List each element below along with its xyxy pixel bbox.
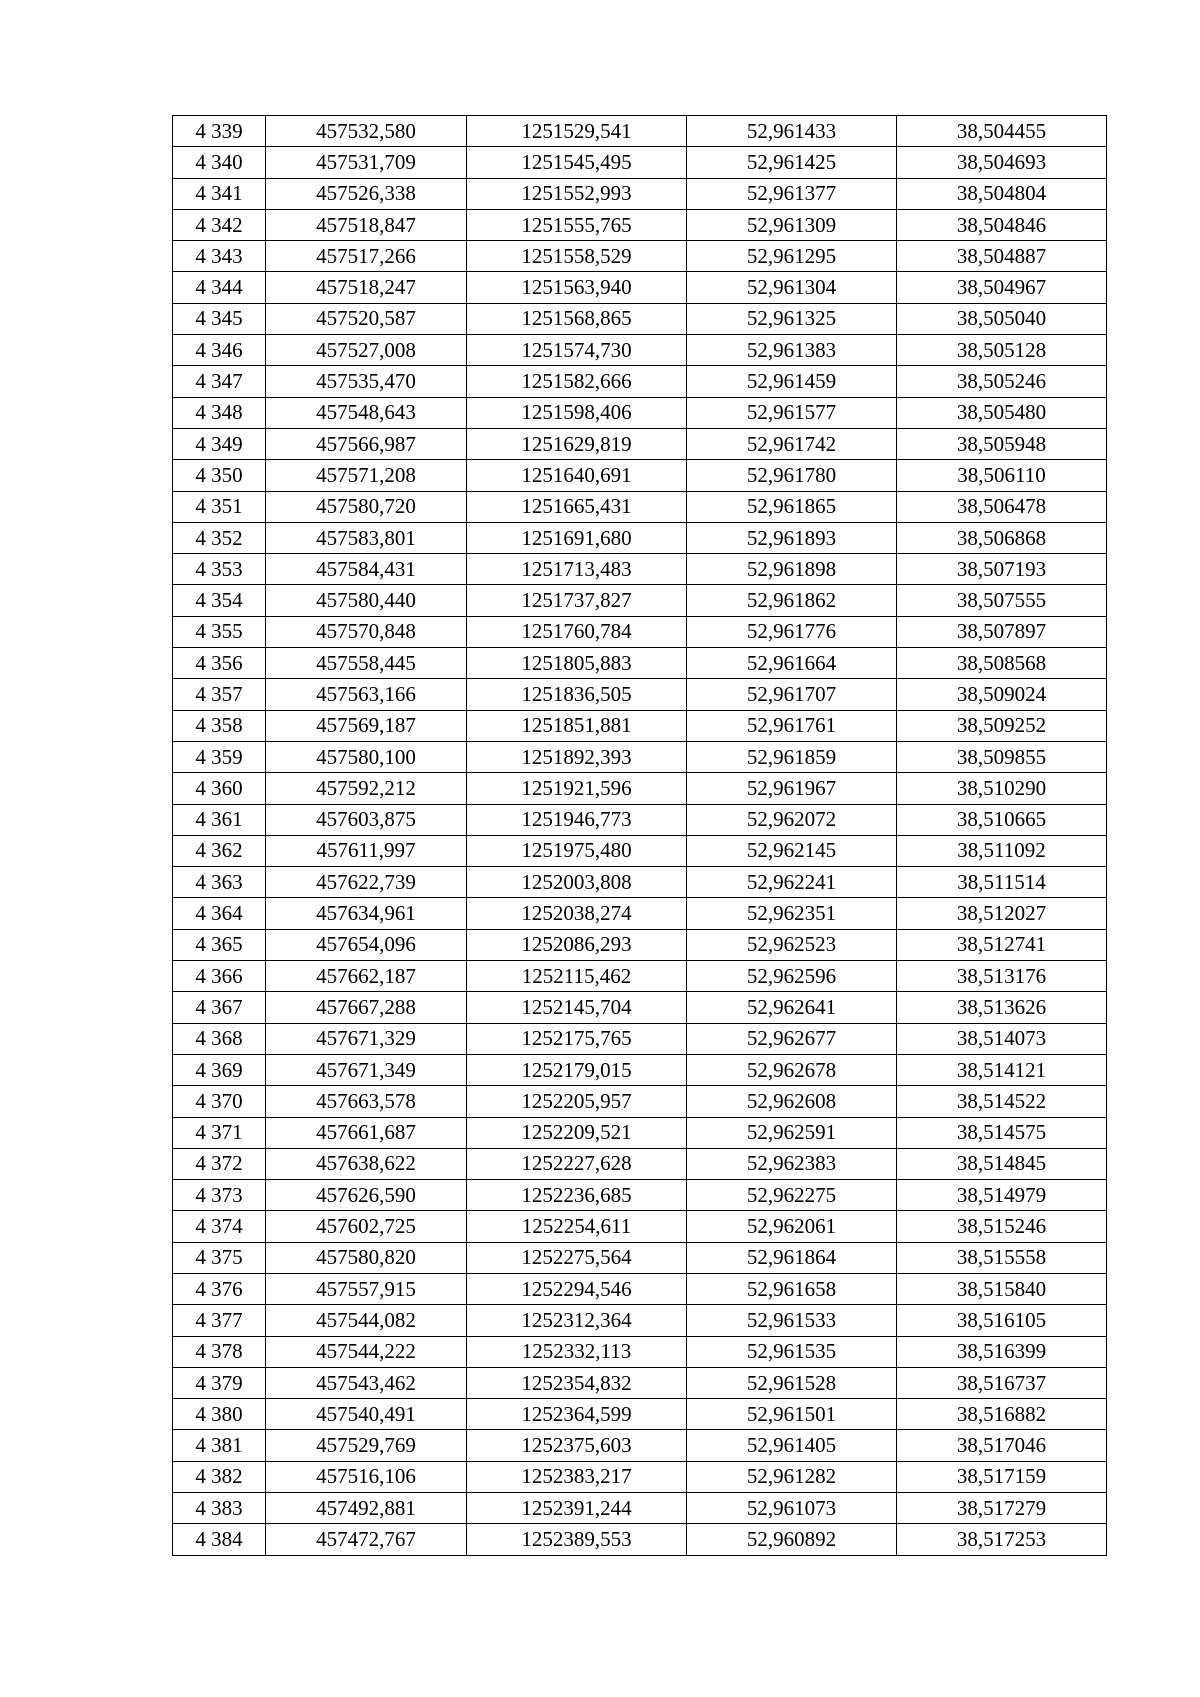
y-coordinate-cell: 1251552,993 bbox=[467, 178, 687, 209]
point-number-cell: 4 343 bbox=[173, 241, 266, 272]
y-coordinate-cell: 1251713,483 bbox=[467, 554, 687, 585]
latitude-cell: 52,961865 bbox=[687, 491, 897, 522]
y-coordinate-cell: 1251691,680 bbox=[467, 522, 687, 553]
y-coordinate-cell: 1251836,505 bbox=[467, 679, 687, 710]
latitude-cell: 52,961528 bbox=[687, 1367, 897, 1398]
x-coordinate-cell: 457622,739 bbox=[266, 867, 467, 898]
latitude-cell: 52,961535 bbox=[687, 1336, 897, 1367]
y-coordinate-cell: 1252205,957 bbox=[467, 1086, 687, 1117]
y-coordinate-cell: 1252389,553 bbox=[467, 1524, 687, 1555]
table-row bbox=[173, 1399, 1107, 1430]
latitude-cell: 52,962678 bbox=[687, 1054, 897, 1085]
point-number-cell: 4 351 bbox=[173, 491, 266, 522]
y-coordinate-cell: 1251760,784 bbox=[467, 616, 687, 647]
y-coordinate-cell: 1251946,773 bbox=[467, 804, 687, 835]
latitude-cell: 52,962596 bbox=[687, 961, 897, 992]
y-coordinate-cell: 1251851,881 bbox=[467, 710, 687, 741]
y-coordinate-cell: 1251574,730 bbox=[467, 335, 687, 366]
table-row bbox=[173, 961, 1107, 992]
table-row bbox=[173, 585, 1107, 616]
latitude-cell: 52,961304 bbox=[687, 272, 897, 303]
y-coordinate-cell: 1251640,691 bbox=[467, 460, 687, 491]
point-number-cell: 4 377 bbox=[173, 1305, 266, 1336]
latitude-cell: 52,961898 bbox=[687, 554, 897, 585]
longitude-cell: 38,509024 bbox=[897, 679, 1107, 710]
longitude-cell: 38,514979 bbox=[897, 1180, 1107, 1211]
point-number-cell: 4 383 bbox=[173, 1493, 266, 1524]
longitude-cell: 38,516399 bbox=[897, 1336, 1107, 1367]
x-coordinate-cell: 457472,767 bbox=[266, 1524, 467, 1555]
point-number-cell: 4 341 bbox=[173, 178, 266, 209]
table-row bbox=[173, 773, 1107, 804]
table-row bbox=[173, 147, 1107, 178]
table-row bbox=[173, 522, 1107, 553]
y-coordinate-cell: 1251921,596 bbox=[467, 773, 687, 804]
y-coordinate-cell: 1252209,521 bbox=[467, 1117, 687, 1148]
latitude-cell: 52,961073 bbox=[687, 1493, 897, 1524]
y-coordinate-cell: 1252383,217 bbox=[467, 1461, 687, 1492]
longitude-cell: 38,505246 bbox=[897, 366, 1107, 397]
latitude-cell: 52,961501 bbox=[687, 1399, 897, 1430]
point-number-cell: 4 340 bbox=[173, 147, 266, 178]
x-coordinate-cell: 457671,349 bbox=[266, 1054, 467, 1085]
latitude-cell: 52,961425 bbox=[687, 147, 897, 178]
x-coordinate-cell: 457603,875 bbox=[266, 804, 467, 835]
latitude-cell: 52,961862 bbox=[687, 585, 897, 616]
longitude-cell: 38,506868 bbox=[897, 522, 1107, 553]
x-coordinate-cell: 457566,987 bbox=[266, 428, 467, 459]
latitude-cell: 52,961325 bbox=[687, 303, 897, 334]
point-number-cell: 4 360 bbox=[173, 773, 266, 804]
table-row bbox=[173, 1148, 1107, 1179]
y-coordinate-cell: 1252275,564 bbox=[467, 1242, 687, 1273]
point-number-cell: 4 342 bbox=[173, 209, 266, 240]
table-row bbox=[173, 898, 1107, 929]
longitude-cell: 38,516882 bbox=[897, 1399, 1107, 1430]
point-number-cell: 4 344 bbox=[173, 272, 266, 303]
x-coordinate-cell: 457569,187 bbox=[266, 710, 467, 741]
x-coordinate-cell: 457592,212 bbox=[266, 773, 467, 804]
latitude-cell: 52,961780 bbox=[687, 460, 897, 491]
longitude-cell: 38,504455 bbox=[897, 116, 1107, 147]
point-number-cell: 4 345 bbox=[173, 303, 266, 334]
point-number-cell: 4 369 bbox=[173, 1054, 266, 1085]
point-number-cell: 4 357 bbox=[173, 679, 266, 710]
x-coordinate-cell: 457634,961 bbox=[266, 898, 467, 929]
y-coordinate-cell: 1251665,431 bbox=[467, 491, 687, 522]
point-number-cell: 4 380 bbox=[173, 1399, 266, 1430]
x-coordinate-cell: 457663,578 bbox=[266, 1086, 467, 1117]
point-number-cell: 4 362 bbox=[173, 835, 266, 866]
table-row bbox=[173, 1524, 1107, 1555]
table-row bbox=[173, 1023, 1107, 1054]
point-number-cell: 4 359 bbox=[173, 741, 266, 772]
point-number-cell: 4 366 bbox=[173, 961, 266, 992]
latitude-cell: 52,961383 bbox=[687, 335, 897, 366]
longitude-cell: 38,511514 bbox=[897, 867, 1107, 898]
x-coordinate-cell: 457563,166 bbox=[266, 679, 467, 710]
latitude-cell: 52,961707 bbox=[687, 679, 897, 710]
longitude-cell: 38,504804 bbox=[897, 178, 1107, 209]
x-coordinate-cell: 457580,720 bbox=[266, 491, 467, 522]
point-number-cell: 4 379 bbox=[173, 1367, 266, 1398]
latitude-cell: 52,961742 bbox=[687, 428, 897, 459]
x-coordinate-cell: 457638,622 bbox=[266, 1148, 467, 1179]
y-coordinate-cell: 1251563,940 bbox=[467, 272, 687, 303]
x-coordinate-cell: 457661,687 bbox=[266, 1117, 467, 1148]
latitude-cell: 52,962677 bbox=[687, 1023, 897, 1054]
latitude-cell: 52,962641 bbox=[687, 992, 897, 1023]
latitude-cell: 52,961967 bbox=[687, 773, 897, 804]
y-coordinate-cell: 1252179,015 bbox=[467, 1054, 687, 1085]
longitude-cell: 38,504967 bbox=[897, 272, 1107, 303]
x-coordinate-cell: 457548,643 bbox=[266, 397, 467, 428]
longitude-cell: 38,509252 bbox=[897, 710, 1107, 741]
y-coordinate-cell: 1252175,765 bbox=[467, 1023, 687, 1054]
point-number-cell: 4 384 bbox=[173, 1524, 266, 1555]
x-coordinate-cell: 457626,590 bbox=[266, 1180, 467, 1211]
y-coordinate-cell: 1252003,808 bbox=[467, 867, 687, 898]
x-coordinate-cell: 457531,709 bbox=[266, 147, 467, 178]
latitude-cell: 52,960892 bbox=[687, 1524, 897, 1555]
point-number-cell: 4 361 bbox=[173, 804, 266, 835]
table-row bbox=[173, 1117, 1107, 1148]
latitude-cell: 52,962383 bbox=[687, 1148, 897, 1179]
table-row bbox=[173, 272, 1107, 303]
x-coordinate-cell: 457662,187 bbox=[266, 961, 467, 992]
table-row bbox=[173, 616, 1107, 647]
y-coordinate-cell: 1251805,883 bbox=[467, 648, 687, 679]
x-coordinate-cell: 457671,329 bbox=[266, 1023, 467, 1054]
x-coordinate-cell: 457517,266 bbox=[266, 241, 467, 272]
coordinates-table-body bbox=[173, 116, 1107, 1556]
longitude-cell: 38,515246 bbox=[897, 1211, 1107, 1242]
y-coordinate-cell: 1252115,462 bbox=[467, 961, 687, 992]
latitude-cell: 52,962072 bbox=[687, 804, 897, 835]
y-coordinate-cell: 1251568,865 bbox=[467, 303, 687, 334]
longitude-cell: 38,505040 bbox=[897, 303, 1107, 334]
latitude-cell: 52,961309 bbox=[687, 209, 897, 240]
y-coordinate-cell: 1252375,603 bbox=[467, 1430, 687, 1461]
table-row bbox=[173, 992, 1107, 1023]
y-coordinate-cell: 1252364,599 bbox=[467, 1399, 687, 1430]
x-coordinate-cell: 457526,338 bbox=[266, 178, 467, 209]
latitude-cell: 52,961577 bbox=[687, 397, 897, 428]
longitude-cell: 38,514073 bbox=[897, 1023, 1107, 1054]
x-coordinate-cell: 457535,470 bbox=[266, 366, 467, 397]
table-row bbox=[173, 648, 1107, 679]
longitude-cell: 38,515558 bbox=[897, 1242, 1107, 1273]
point-number-cell: 4 382 bbox=[173, 1461, 266, 1492]
point-number-cell: 4 364 bbox=[173, 898, 266, 929]
table-row bbox=[173, 554, 1107, 585]
longitude-cell: 38,510665 bbox=[897, 804, 1107, 835]
x-coordinate-cell: 457527,008 bbox=[266, 335, 467, 366]
x-coordinate-cell: 457580,820 bbox=[266, 1242, 467, 1273]
longitude-cell: 38,506478 bbox=[897, 491, 1107, 522]
point-number-cell: 4 356 bbox=[173, 648, 266, 679]
latitude-cell: 52,962351 bbox=[687, 898, 897, 929]
longitude-cell: 38,511092 bbox=[897, 835, 1107, 866]
table-row bbox=[173, 1180, 1107, 1211]
table-row bbox=[173, 491, 1107, 522]
table-row bbox=[173, 1086, 1107, 1117]
x-coordinate-cell: 457557,915 bbox=[266, 1273, 467, 1304]
longitude-cell: 38,509855 bbox=[897, 741, 1107, 772]
latitude-cell: 52,962608 bbox=[687, 1086, 897, 1117]
latitude-cell: 52,961533 bbox=[687, 1305, 897, 1336]
longitude-cell: 38,513626 bbox=[897, 992, 1107, 1023]
x-coordinate-cell: 457571,208 bbox=[266, 460, 467, 491]
longitude-cell: 38,514575 bbox=[897, 1117, 1107, 1148]
table-row bbox=[173, 335, 1107, 366]
table-row bbox=[173, 679, 1107, 710]
latitude-cell: 52,961664 bbox=[687, 648, 897, 679]
y-coordinate-cell: 1251558,529 bbox=[467, 241, 687, 272]
y-coordinate-cell: 1251529,541 bbox=[467, 116, 687, 147]
latitude-cell: 52,961864 bbox=[687, 1242, 897, 1273]
table-row bbox=[173, 397, 1107, 428]
longitude-cell: 38,517159 bbox=[897, 1461, 1107, 1492]
y-coordinate-cell: 1252332,113 bbox=[467, 1336, 687, 1367]
point-number-cell: 4 354 bbox=[173, 585, 266, 616]
point-number-cell: 4 346 bbox=[173, 335, 266, 366]
table-row bbox=[173, 241, 1107, 272]
y-coordinate-cell: 1252254,611 bbox=[467, 1211, 687, 1242]
x-coordinate-cell: 457532,580 bbox=[266, 116, 467, 147]
y-coordinate-cell: 1252038,274 bbox=[467, 898, 687, 929]
x-coordinate-cell: 457654,096 bbox=[266, 929, 467, 960]
point-number-cell: 4 373 bbox=[173, 1180, 266, 1211]
table-row bbox=[173, 1054, 1107, 1085]
x-coordinate-cell: 457583,801 bbox=[266, 522, 467, 553]
table-row bbox=[173, 835, 1107, 866]
table-row bbox=[173, 867, 1107, 898]
latitude-cell: 52,961282 bbox=[687, 1461, 897, 1492]
table-row bbox=[173, 178, 1107, 209]
longitude-cell: 38,517279 bbox=[897, 1493, 1107, 1524]
longitude-cell: 38,504887 bbox=[897, 241, 1107, 272]
point-number-cell: 4 348 bbox=[173, 397, 266, 428]
point-number-cell: 4 350 bbox=[173, 460, 266, 491]
latitude-cell: 52,961761 bbox=[687, 710, 897, 741]
y-coordinate-cell: 1252294,546 bbox=[467, 1273, 687, 1304]
longitude-cell: 38,508568 bbox=[897, 648, 1107, 679]
latitude-cell: 52,961658 bbox=[687, 1273, 897, 1304]
longitude-cell: 38,507897 bbox=[897, 616, 1107, 647]
table-row bbox=[173, 116, 1107, 147]
latitude-cell: 52,961859 bbox=[687, 741, 897, 772]
x-coordinate-cell: 457518,247 bbox=[266, 272, 467, 303]
point-number-cell: 4 375 bbox=[173, 1242, 266, 1273]
latitude-cell: 52,961776 bbox=[687, 616, 897, 647]
x-coordinate-cell: 457518,847 bbox=[266, 209, 467, 240]
longitude-cell: 38,504846 bbox=[897, 209, 1107, 240]
x-coordinate-cell: 457492,881 bbox=[266, 1493, 467, 1524]
longitude-cell: 38,507193 bbox=[897, 554, 1107, 585]
latitude-cell: 52,961405 bbox=[687, 1430, 897, 1461]
point-number-cell: 4 363 bbox=[173, 867, 266, 898]
x-coordinate-cell: 457540,491 bbox=[266, 1399, 467, 1430]
table-row bbox=[173, 804, 1107, 835]
point-number-cell: 4 370 bbox=[173, 1086, 266, 1117]
table-row bbox=[173, 1242, 1107, 1273]
longitude-cell: 38,513176 bbox=[897, 961, 1107, 992]
point-number-cell: 4 352 bbox=[173, 522, 266, 553]
x-coordinate-cell: 457516,106 bbox=[266, 1461, 467, 1492]
table-row bbox=[173, 1493, 1107, 1524]
table-row bbox=[173, 1336, 1107, 1367]
point-number-cell: 4 367 bbox=[173, 992, 266, 1023]
table-row bbox=[173, 1305, 1107, 1336]
latitude-cell: 52,962591 bbox=[687, 1117, 897, 1148]
longitude-cell: 38,517253 bbox=[897, 1524, 1107, 1555]
latitude-cell: 52,962275 bbox=[687, 1180, 897, 1211]
longitude-cell: 38,505948 bbox=[897, 428, 1107, 459]
y-coordinate-cell: 1251629,819 bbox=[467, 428, 687, 459]
table-row bbox=[173, 929, 1107, 960]
y-coordinate-cell: 1251975,480 bbox=[467, 835, 687, 866]
table-row bbox=[173, 460, 1107, 491]
latitude-cell: 52,962061 bbox=[687, 1211, 897, 1242]
table-row bbox=[173, 1461, 1107, 1492]
latitude-cell: 52,961433 bbox=[687, 116, 897, 147]
x-coordinate-cell: 457667,288 bbox=[266, 992, 467, 1023]
point-number-cell: 4 368 bbox=[173, 1023, 266, 1054]
longitude-cell: 38,506110 bbox=[897, 460, 1107, 491]
longitude-cell: 38,514845 bbox=[897, 1148, 1107, 1179]
table-row bbox=[173, 710, 1107, 741]
latitude-cell: 52,962241 bbox=[687, 867, 897, 898]
point-number-cell: 4 378 bbox=[173, 1336, 266, 1367]
y-coordinate-cell: 1252145,704 bbox=[467, 992, 687, 1023]
latitude-cell: 52,962145 bbox=[687, 835, 897, 866]
longitude-cell: 38,512741 bbox=[897, 929, 1107, 960]
x-coordinate-cell: 457580,440 bbox=[266, 585, 467, 616]
y-coordinate-cell: 1252227,628 bbox=[467, 1148, 687, 1179]
coordinates-table bbox=[172, 115, 1107, 1556]
longitude-cell: 38,517046 bbox=[897, 1430, 1107, 1461]
latitude-cell: 52,961295 bbox=[687, 241, 897, 272]
longitude-cell: 38,516737 bbox=[897, 1367, 1107, 1398]
table-row bbox=[173, 428, 1107, 459]
latitude-cell: 52,962523 bbox=[687, 929, 897, 960]
point-number-cell: 4 374 bbox=[173, 1211, 266, 1242]
x-coordinate-cell: 457584,431 bbox=[266, 554, 467, 585]
table-row bbox=[173, 1273, 1107, 1304]
x-coordinate-cell: 457544,082 bbox=[266, 1305, 467, 1336]
point-number-cell: 4 353 bbox=[173, 554, 266, 585]
longitude-cell: 38,505480 bbox=[897, 397, 1107, 428]
y-coordinate-cell: 1252391,244 bbox=[467, 1493, 687, 1524]
point-number-cell: 4 347 bbox=[173, 366, 266, 397]
longitude-cell: 38,515840 bbox=[897, 1273, 1107, 1304]
longitude-cell: 38,505128 bbox=[897, 335, 1107, 366]
table-row bbox=[173, 366, 1107, 397]
y-coordinate-cell: 1251545,495 bbox=[467, 147, 687, 178]
x-coordinate-cell: 457520,587 bbox=[266, 303, 467, 334]
y-coordinate-cell: 1252312,364 bbox=[467, 1305, 687, 1336]
longitude-cell: 38,507555 bbox=[897, 585, 1107, 616]
x-coordinate-cell: 457611,997 bbox=[266, 835, 467, 866]
latitude-cell: 52,961893 bbox=[687, 522, 897, 553]
y-coordinate-cell: 1251582,666 bbox=[467, 366, 687, 397]
y-coordinate-cell: 1251598,406 bbox=[467, 397, 687, 428]
longitude-cell: 38,504693 bbox=[897, 147, 1107, 178]
y-coordinate-cell: 1251892,393 bbox=[467, 741, 687, 772]
point-number-cell: 4 371 bbox=[173, 1117, 266, 1148]
x-coordinate-cell: 457558,445 bbox=[266, 648, 467, 679]
y-coordinate-cell: 1252354,832 bbox=[467, 1367, 687, 1398]
y-coordinate-cell: 1251737,827 bbox=[467, 585, 687, 616]
y-coordinate-cell: 1251555,765 bbox=[467, 209, 687, 240]
y-coordinate-cell: 1252086,293 bbox=[467, 929, 687, 960]
table-row bbox=[173, 1211, 1107, 1242]
y-coordinate-cell: 1252236,685 bbox=[467, 1180, 687, 1211]
table-row bbox=[173, 209, 1107, 240]
latitude-cell: 52,961377 bbox=[687, 178, 897, 209]
point-number-cell: 4 358 bbox=[173, 710, 266, 741]
longitude-cell: 38,510290 bbox=[897, 773, 1107, 804]
point-number-cell: 4 376 bbox=[173, 1273, 266, 1304]
x-coordinate-cell: 457543,462 bbox=[266, 1367, 467, 1398]
latitude-cell: 52,961459 bbox=[687, 366, 897, 397]
table-row bbox=[173, 741, 1107, 772]
x-coordinate-cell: 457544,222 bbox=[266, 1336, 467, 1367]
x-coordinate-cell: 457580,100 bbox=[266, 741, 467, 772]
x-coordinate-cell: 457602,725 bbox=[266, 1211, 467, 1242]
longitude-cell: 38,516105 bbox=[897, 1305, 1107, 1336]
table-row bbox=[173, 1367, 1107, 1398]
point-number-cell: 4 381 bbox=[173, 1430, 266, 1461]
point-number-cell: 4 365 bbox=[173, 929, 266, 960]
longitude-cell: 38,514121 bbox=[897, 1054, 1107, 1085]
longitude-cell: 38,512027 bbox=[897, 898, 1107, 929]
point-number-cell: 4 349 bbox=[173, 428, 266, 459]
table-row bbox=[173, 303, 1107, 334]
x-coordinate-cell: 457570,848 bbox=[266, 616, 467, 647]
x-coordinate-cell: 457529,769 bbox=[266, 1430, 467, 1461]
point-number-cell: 4 372 bbox=[173, 1148, 266, 1179]
longitude-cell: 38,514522 bbox=[897, 1086, 1107, 1117]
table-row bbox=[173, 1430, 1107, 1461]
point-number-cell: 4 339 bbox=[173, 116, 266, 147]
point-number-cell: 4 355 bbox=[173, 616, 266, 647]
